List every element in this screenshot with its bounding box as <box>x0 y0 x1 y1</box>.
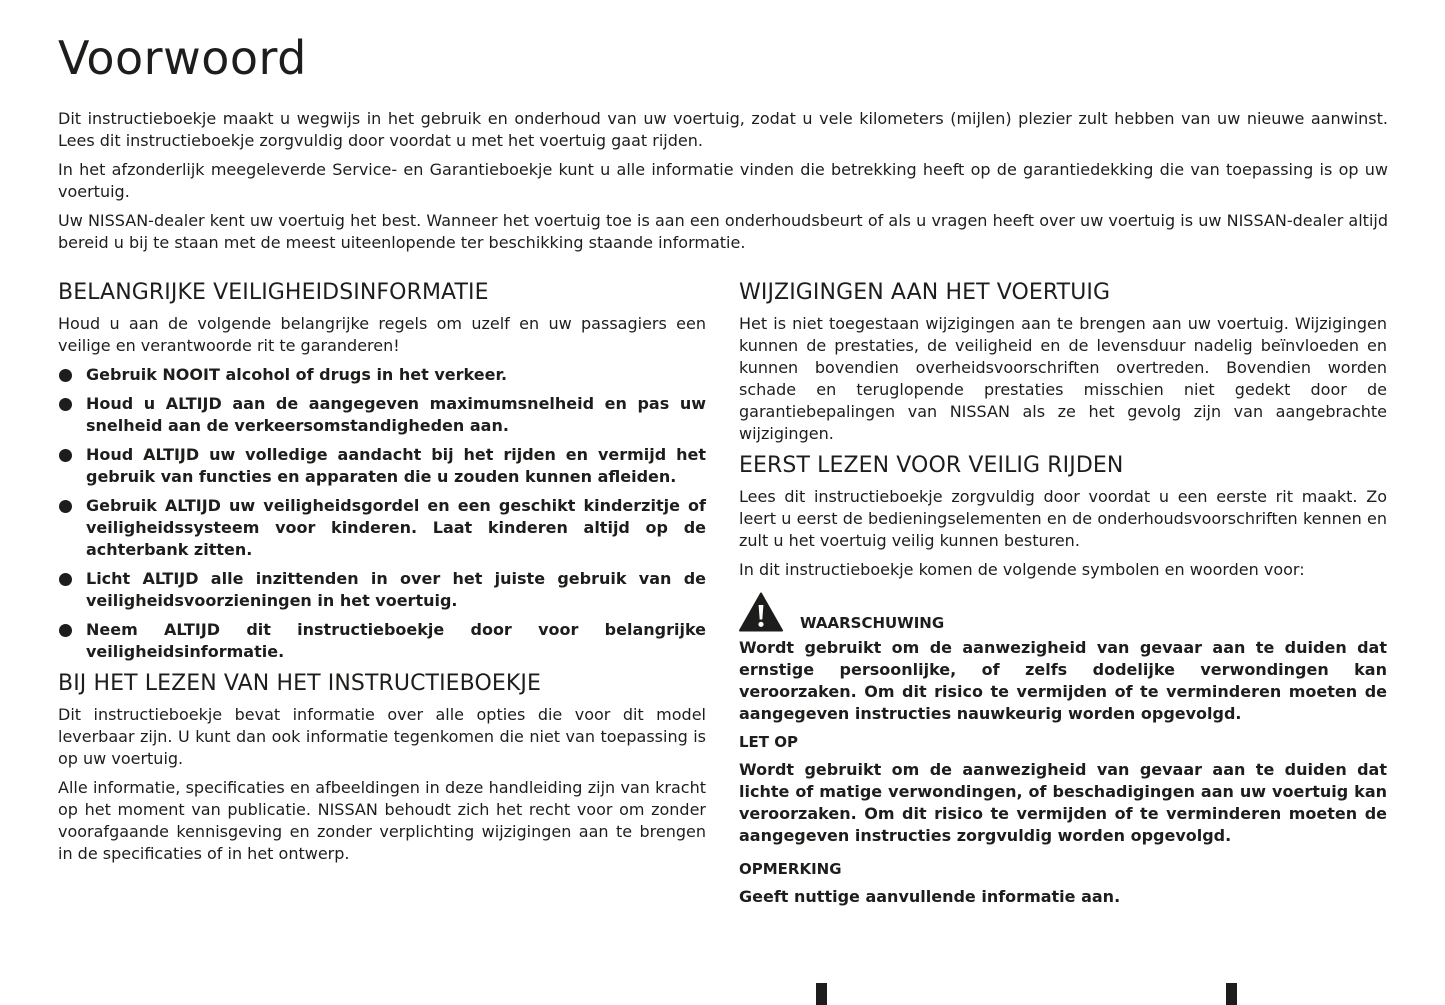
reading-paragraph-1: Dit instructieboekje bevat informatie over alle opties die voor dit model leverbaar zijn. U kunt dan ook informatie tegenkomen die niet van toepassing is op uw voertuig. <box>58 705 706 768</box>
list-item <box>58 393 706 437</box>
list-item <box>58 444 706 488</box>
modifications-heading: WIJZIGINGEN AAN HET VOERTUIG <box>739 280 1111 305</box>
list-item <box>58 364 706 386</box>
note-label: OPMERKING <box>739 860 842 878</box>
list-item-text: Neem ALTIJD dit instructieboekje door voor belangrijke veiligheidsinformatie. <box>86 620 706 661</box>
caution-label: LET OP <box>739 733 799 751</box>
list-item-text: Houd ALTIJD uw volledige aandacht bij het rijden en vermijd het gebruik van functies en apparaten die u zouden kunnen afleiden. <box>86 445 706 486</box>
page-title: Voorwoord <box>58 31 307 85</box>
warning-symbol-row <box>739 588 1387 632</box>
list-item-text: Houd u ALTIJD aan de aangegeven maximumsnelheid en pas uw snelheid aan de verkeersomstandigheden aan. <box>86 394 706 435</box>
safety-heading: BELANGRIJKE VEILIGHEIDSINFORMATIE <box>58 280 489 305</box>
caution-text: Wordt gebruikt om de aanwezigheid van gevaar aan te duiden dat lichte of matige verwondingen, of beschadigingen aan uw voertuig kan veroorzaken. Om dit risico te vermijden of te verminderen moeten de aangegeven instructies zorgvuldig worden opgevolgd. <box>739 760 1387 845</box>
bullet-dot-icon <box>59 500 72 513</box>
modifications-text: Het is niet toegestaan wijzigingen aan te brengen aan uw voertuig. Wijzigingen kunnen de prestaties, de veiligheid en de levensduur nadelig beïnvloeden en kunnen bovendien overheidsvoorschriften overtreden. Bovendien worden schade en teruglopende prestaties misschien niet gedekt door de garantiebepalingen van NISSAN als ze het gevolg zijn van aangebrachte wijzigingen. <box>739 314 1387 443</box>
warning-text: Wordt gebruikt om de aanwezigheid van gevaar aan te duiden dat ernstige persoonlijke, of zelfs dodelijke verwondingen kan veroorzaken. Om dit risico te vermijden of te verminderen moeten de aangegeven instructies nauwkeurig worden opgevolgd. <box>739 638 1387 723</box>
bullet-dot-icon <box>59 449 72 462</box>
intro-paragraph-1: Dit instructieboekje maakt u wegwijs in het gebruik en onderhoud van uw voertuig, zodat u vele kilometers (mijlen) plezier zult hebben van uw nieuwe aanwinst. Lees dit instructieboekje zorgvuldig door voordat u met het voertuig gaat rijden. <box>58 109 1388 150</box>
list-item <box>58 495 706 561</box>
intro-paragraph-3: Uw NISSAN-dealer kent uw voertuig het best. Wanneer het voertuig toe is aan een onderhoudsbeurt of als u vragen heeft over uw voertuig is uw NISSAN-dealer altijd bereid u bij te staan met de meest uiteenlopende ter beschikking staande informatie. <box>58 211 1388 252</box>
warning-triangle-icon <box>739 592 783 632</box>
first-read-heading: EERST LEZEN VOOR VEILIG RIJDEN <box>739 453 1124 478</box>
note-text: Geeft nuttige aanvullende informatie aan. <box>739 887 1121 906</box>
intro-paragraph-2: In het afzonderlijk meegeleverde Service- en Garantieboekje kunt u alle informatie vinden die betrekking heeft op de garantiedekking die van toepassing is op uw voertuig. <box>58 160 1388 201</box>
right-column <box>739 279 1387 915</box>
bullet-dot-icon <box>59 573 72 586</box>
list-item <box>58 568 706 612</box>
thumb-index-mark <box>1226 983 1237 1005</box>
bullet-dot-icon <box>59 369 72 382</box>
bullet-dot-icon <box>59 624 72 637</box>
list-item-text: Gebruik ALTIJD uw veiligheidsgordel en een geschikt kinderzitje of veiligheidssysteem voor kinderen. Laat kinderen altijd op de achterbank zitten. <box>86 496 706 559</box>
first-read-text: Lees dit instructieboekje zorgvuldig door voordat u een eerste rit maakt. Zo leert u eerst de bedieningselementen en de onderhoudsvoorschriften kennen en zult u het voertuig veilig kunnen besturen. <box>739 487 1387 550</box>
warning-label: WAARSCHUWING <box>800 614 945 632</box>
left-column <box>58 279 706 872</box>
intro-section <box>58 108 1388 261</box>
list-item <box>58 619 706 663</box>
reading-heading: BIJ HET LEZEN VAN HET INSTRUCTIEBOEKJE <box>58 671 541 696</box>
list-item-text: Gebruik NOOIT alcohol of drugs in het verkeer. <box>86 365 508 384</box>
safety-intro: Houd u aan de volgende belangrijke regels om uzelf en uw passagiers een veilige en verantwoorde rit te garanderen! <box>58 314 706 355</box>
bullet-dot-icon <box>59 398 72 411</box>
reading-paragraph-2: Alle informatie, specificaties en afbeeldingen in deze handleiding zijn van kracht op het moment van publicatie. NISSAN behoudt zich het recht voor om zonder voorafgaande kennisgeving en zonder verplichting wijzigingen aan te brengen in de specificaties of in het ontwerp. <box>58 778 706 863</box>
thumb-index-mark <box>816 983 827 1005</box>
safety-rules-list <box>58 364 706 663</box>
list-item-text: Licht ALTIJD alle inzittenden in over het juiste gebruik van de veiligheidsvoorzieningen in het voertuig. <box>86 569 706 610</box>
symbols-intro: In dit instructieboekje komen de volgende symbolen en woorden voor: <box>739 560 1305 579</box>
